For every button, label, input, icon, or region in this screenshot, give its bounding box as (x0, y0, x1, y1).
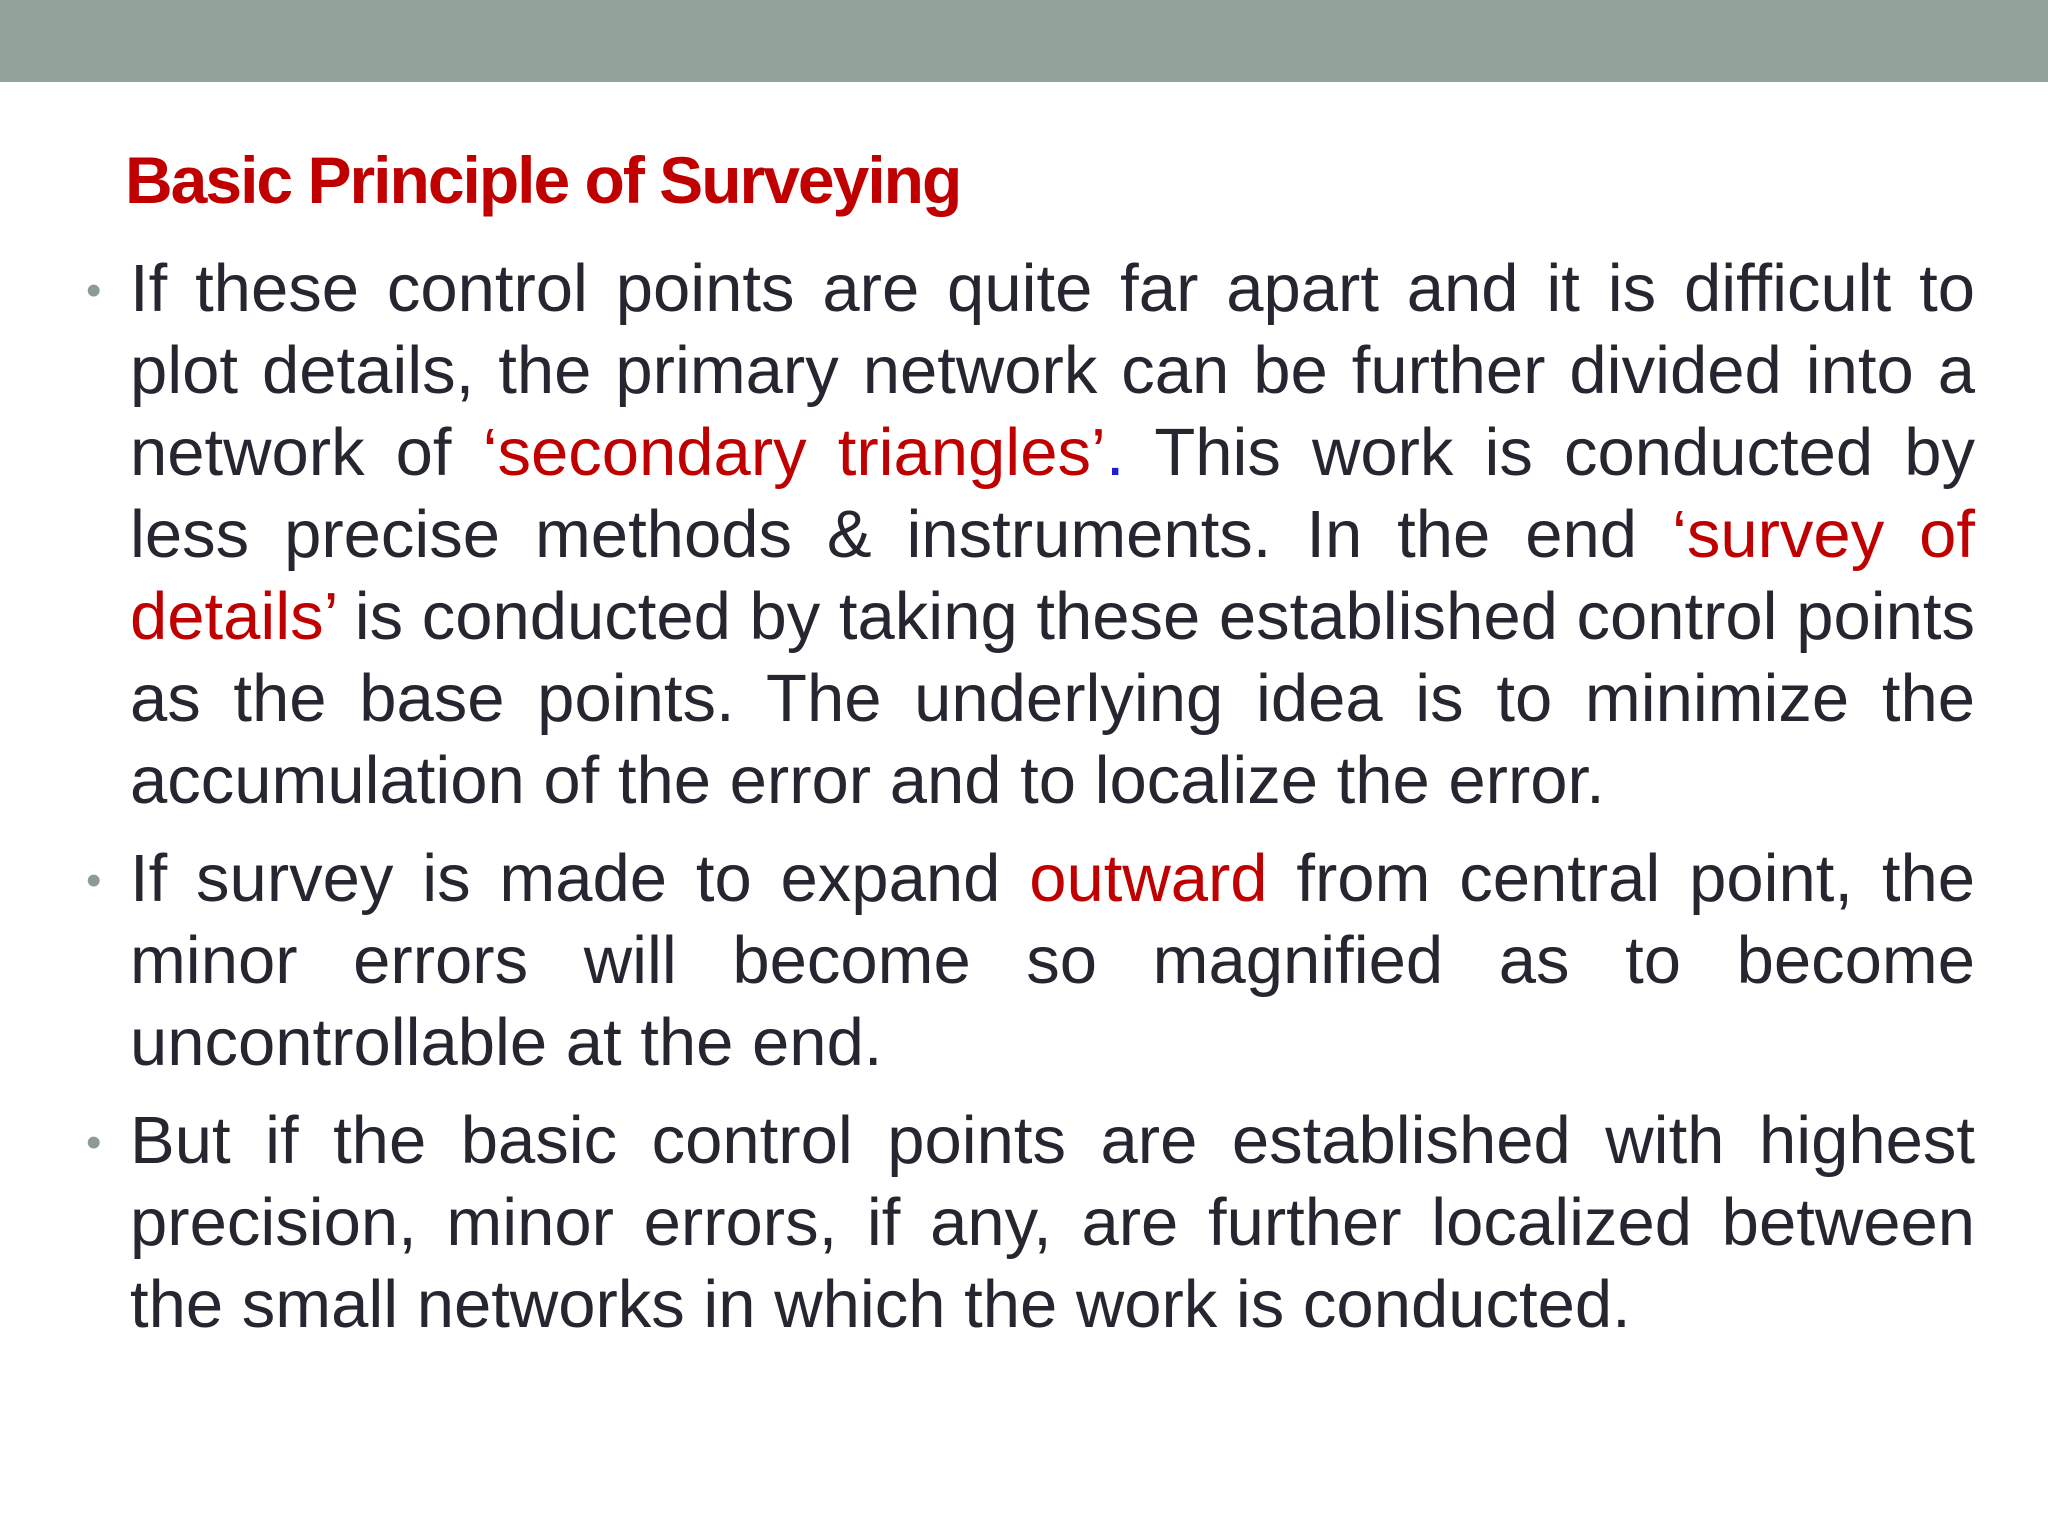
highlight-period: . (1105, 415, 1125, 490)
bullet-text: from central point, the minor errors will become so magnified as to become uncontrollable at the end. (130, 841, 1975, 1080)
bullet-item-control-points (86, 248, 1975, 822)
bullet-text: is conducted by taking these established control points as the base points. The underlying idea is to minimize the accumulation of the error and to localize the error. (130, 579, 1975, 818)
bullet-text: If these control points are quite far apart and it is difficult to plot details, the primary network can be further divided into a network of (130, 251, 1975, 490)
highlight-survey-of-details: ‘survey of details’ (130, 497, 1975, 654)
bullet-item-outward-survey (86, 838, 1975, 1084)
bullet-dot-icon: • (86, 856, 102, 905)
bullet-text: But if the basic control points are established with highest precision, minor errors, if any, are further localized between the small networks in which the work is conducted. (130, 1103, 1975, 1342)
slide-header-bar (0, 0, 2048, 82)
highlight-outward: outward (1029, 841, 1268, 916)
highlight-secondary-triangles: ‘secondary triangles’ (482, 415, 1106, 490)
bullet-dot-icon: • (86, 1118, 102, 1167)
bullet-text: This work is conducted by less precise methods & instruments. In the end (130, 415, 1975, 572)
bullet-list (86, 248, 1975, 1362)
bullet-dot-icon: • (86, 266, 102, 315)
slide-title: Basic Principle of Surveying (125, 143, 961, 217)
bullet-item-highest-precision (86, 1100, 1975, 1346)
bullet-text: If survey is made to expand (130, 841, 1030, 916)
